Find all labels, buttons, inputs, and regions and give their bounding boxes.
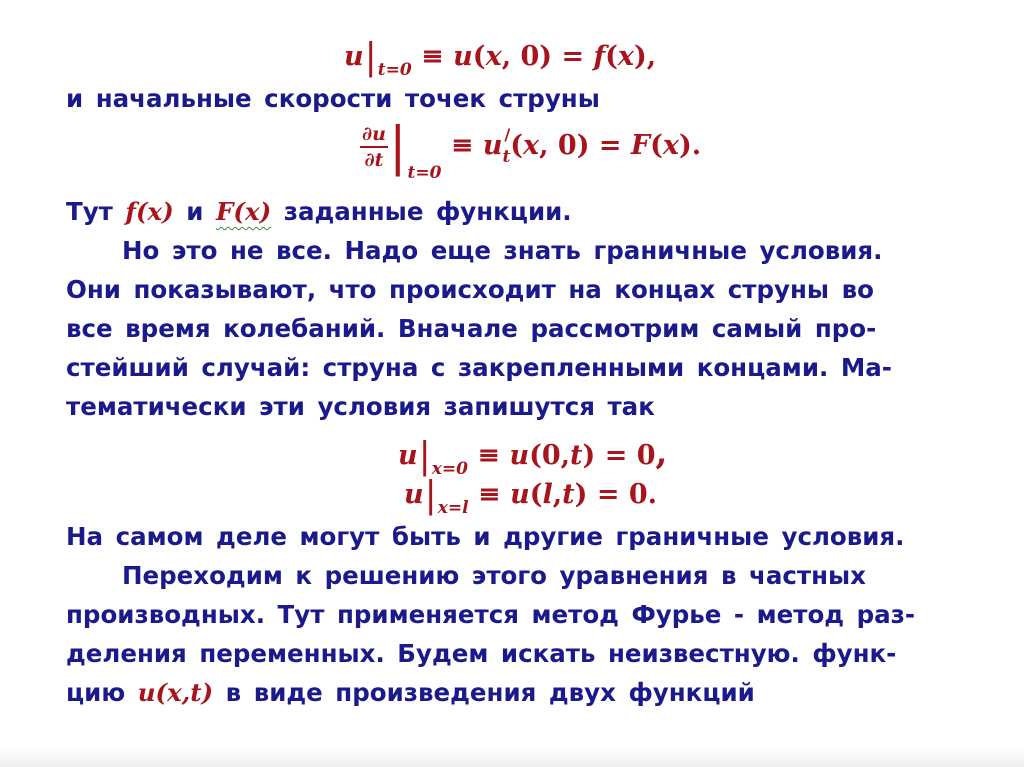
formula-initial-displacement: $u|_{t=0} \equiv u(x$, 0) = f(x), [344,37,657,80]
text-line-8: На самом деле могут быть и другие граничные условия. [66,522,905,551]
text-line-11: деления переменных. Будем искать неизвестную. функ- [66,639,897,668]
text-line-9: Переходим к решению этого уравнения в частных [122,561,866,590]
text-line-5: все время колебаний. Вначале рассмотрим самый про- [66,314,877,343]
formula-boundary-left: $u|_{x=0} \equiv u(0,t) = 0$, [398,433,668,479]
word-given-functions: заданные функции. [283,197,572,226]
math-u-of-x-t: u(x,t) [137,678,214,707]
slide-bottom-shadow [0,747,1024,767]
text-line-2 [66,197,572,227]
word-function: цию [66,678,126,707]
text-line-4: Они показывают, что происходит на концах струны во [66,275,874,304]
formula-boundary-right: $u|_{x=l} \equiv u(l,t) = 0$. [404,475,658,518]
text-line-7: тематически эти условия запишутся так [66,392,655,421]
math-F-of-x: F(x) [216,197,272,226]
text-line-6: стейший случай: струна с закрепленными концами. Ма- [66,353,892,382]
text-line-3: Но это не все. Надо еще знать граничные условия. [122,236,883,265]
formula-initial-velocity: $\frac{\partial u}{\partial t}$ $|_{t=0} \equiv u_t^/(x$, 0) = F(x). [362,117,702,183]
word-tut: Тут [66,197,113,226]
text-line-12 [66,678,755,708]
text-line-1: и начальные скорости точек струны [66,84,600,113]
text-line-10: производных. Тут применяется метод Фурье - метод раз- [66,600,916,629]
word-and: и [186,197,204,226]
word-product-phrase: в виде произведения двух функций [225,678,755,707]
math-f-of-x: f(x) [125,197,174,226]
